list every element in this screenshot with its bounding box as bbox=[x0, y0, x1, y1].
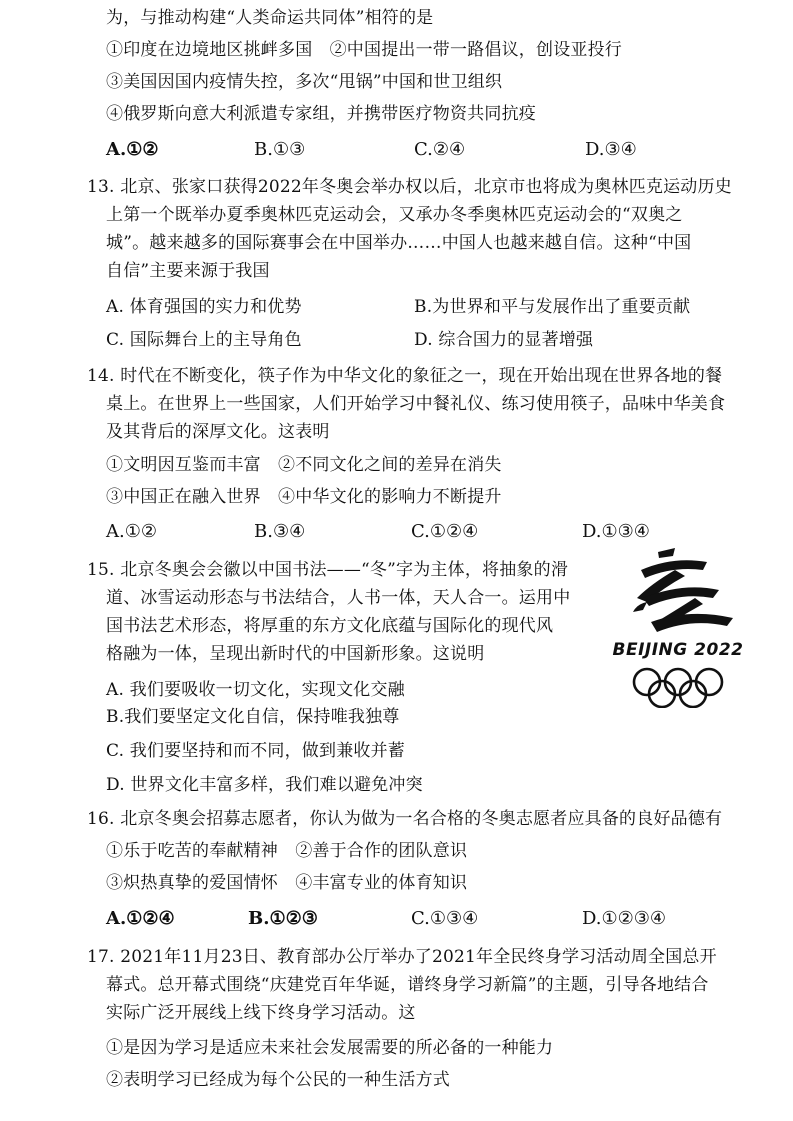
q14-stem-line-3: 及其背后的深厚文化。这表明 bbox=[106, 422, 330, 442]
q17-stem-line-2: 幕式。总开幕式围绕“庆建党百年华诞，谱终身学习新篇”的主题，引导各地结合 bbox=[106, 975, 709, 995]
q14-choice-a[interactable]: A.①② bbox=[106, 521, 157, 542]
q16-choice-b[interactable]: B.①②③ bbox=[248, 908, 318, 929]
q13-choice-b[interactable]: B.为世界和平与发展作出了重要贡献 bbox=[414, 297, 691, 317]
q12-choice-a[interactable]: A.①② bbox=[106, 139, 159, 160]
q15-stem-line-3: 国书法艺术形态，将厚重的东方文化底蕴与国际化的现代风 bbox=[106, 616, 554, 636]
q14-stem-line-2: 桌上。在世界上一些国家，人们开始学习中餐礼仪、练习使用筷子，品味中华美食 bbox=[106, 394, 726, 414]
q13-stem-line-4: 自信”主要来源于我国 bbox=[106, 261, 270, 281]
q17-stem-line-1: 17. 2021年11月23日、教育部办公厅举办了2021年全民终身学习活动周全国总开 bbox=[87, 947, 717, 967]
q13-choice-d[interactable]: D. 综合国力的显著增强 bbox=[414, 330, 594, 350]
q15-stem-line-4: 格融为一体，呈现出新时代的中国新形象。这说明 bbox=[106, 644, 485, 664]
q12-choice-c[interactable]: C.②④ bbox=[414, 139, 466, 160]
q14-choice-b[interactable]: B.③④ bbox=[254, 521, 306, 542]
emblem-wordmark: BEIJING 2022 bbox=[612, 640, 744, 660]
olympic-rings-icon bbox=[603, 664, 753, 708]
q13-stem-line-1: 13. 北京、张家口获得2022年冬奥会举办权以后，北京市也将成为奥林匹克运动历史 bbox=[87, 177, 732, 197]
q13-choice-c[interactable]: C. 国际舞台上的主导角色 bbox=[106, 330, 302, 350]
q15-choice-d[interactable]: D. 世界文化丰富多样，我们难以避免冲突 bbox=[106, 775, 423, 795]
q12-choice-b[interactable]: B.①③ bbox=[254, 139, 306, 160]
q12-item-2: ③美国因国内疫情失控，多次“甩锅”中国和世卫组织 bbox=[106, 72, 503, 92]
q16-item-2: ③炽热真挚的爱国情怀 ④丰富专业的体育知识 bbox=[106, 873, 468, 893]
beijing-2022-emblem bbox=[603, 548, 753, 708]
q16-choice-a[interactable]: A.①②④ bbox=[106, 908, 175, 929]
q14-item-2: ③中国正在融入世界 ④中华文化的影响力不断提升 bbox=[106, 487, 502, 507]
q13-choice-a[interactable]: A. 体育强国的实力和优势 bbox=[106, 297, 302, 317]
q17-stem-line-3: 实际广泛开展线上线下终身学习活动。这 bbox=[106, 1003, 416, 1023]
q12-choice-d[interactable]: D.③④ bbox=[585, 139, 637, 160]
q12-stem-tail: 为，与推动构建“人类命运共同体”相符的是 bbox=[106, 8, 434, 28]
q15-stem-line-1: 15. 北京冬奥会会徽以中国书法——“冬”字为主体，将抽象的滑 bbox=[87, 560, 569, 580]
q14-choice-c[interactable]: C.①②④ bbox=[411, 521, 479, 542]
q17-item-1: ①是因为学习是适应未来社会发展需要的所必备的一种能力 bbox=[106, 1038, 554, 1058]
q12-item-1: ①印度在边境地区挑衅多国 ②中国提出一带一路倡议，创设亚投行 bbox=[106, 40, 622, 60]
q13-stem-line-3: 城”。越来越多的国际赛事会在中国举办……中国人也越来越自信。这种“中国 bbox=[106, 233, 692, 253]
winter-calligraphy-icon bbox=[603, 548, 753, 640]
q16-item-1: ①乐于吃苦的奉献精神 ②善于合作的团队意识 bbox=[106, 841, 468, 861]
q14-item-1: ①文明因互鉴而丰富 ②不同文化之间的差异在消失 bbox=[106, 455, 502, 475]
q17-item-2: ②表明学习已经成为每个公民的一种生活方式 bbox=[106, 1070, 450, 1090]
q16-stem-line-1: 16. 北京冬奥会招募志愿者，你认为做为一名合格的冬奥志愿者应具备的良好品德有 bbox=[87, 809, 723, 829]
q14-stem-line-1: 14. 时代在不断变化，筷子作为中华文化的象征之一，现在开始出现在世界各地的餐 bbox=[87, 366, 723, 386]
q14-choice-d[interactable]: D.①③④ bbox=[582, 521, 650, 542]
q15-stem-line-2: 道、冰雪运动形态与书法结合，人书一体，天人合一。运用中 bbox=[106, 588, 571, 608]
q13-stem-line-2: 上第一个既举办夏季奥林匹克运动会，又承办冬季奥林匹克运动会的“双奥之 bbox=[106, 205, 683, 225]
q16-choice-c[interactable]: C.①③④ bbox=[411, 908, 479, 929]
q16-choice-d[interactable]: D.①②③④ bbox=[582, 908, 667, 929]
q12-item-3: ④俄罗斯向意大利派遣专家组，并携带医疗物资共同抗疫 bbox=[106, 104, 536, 124]
q15-choice-c[interactable]: C. 我们要坚持和而不同，做到兼收并蓄 bbox=[106, 741, 406, 761]
q15-choice-a[interactable]: A. 我们要吸收一切文化，实现文化交融 bbox=[106, 680, 405, 700]
q15-choice-b[interactable]: B.我们要坚定文化自信，保持唯我独尊 bbox=[106, 707, 400, 727]
